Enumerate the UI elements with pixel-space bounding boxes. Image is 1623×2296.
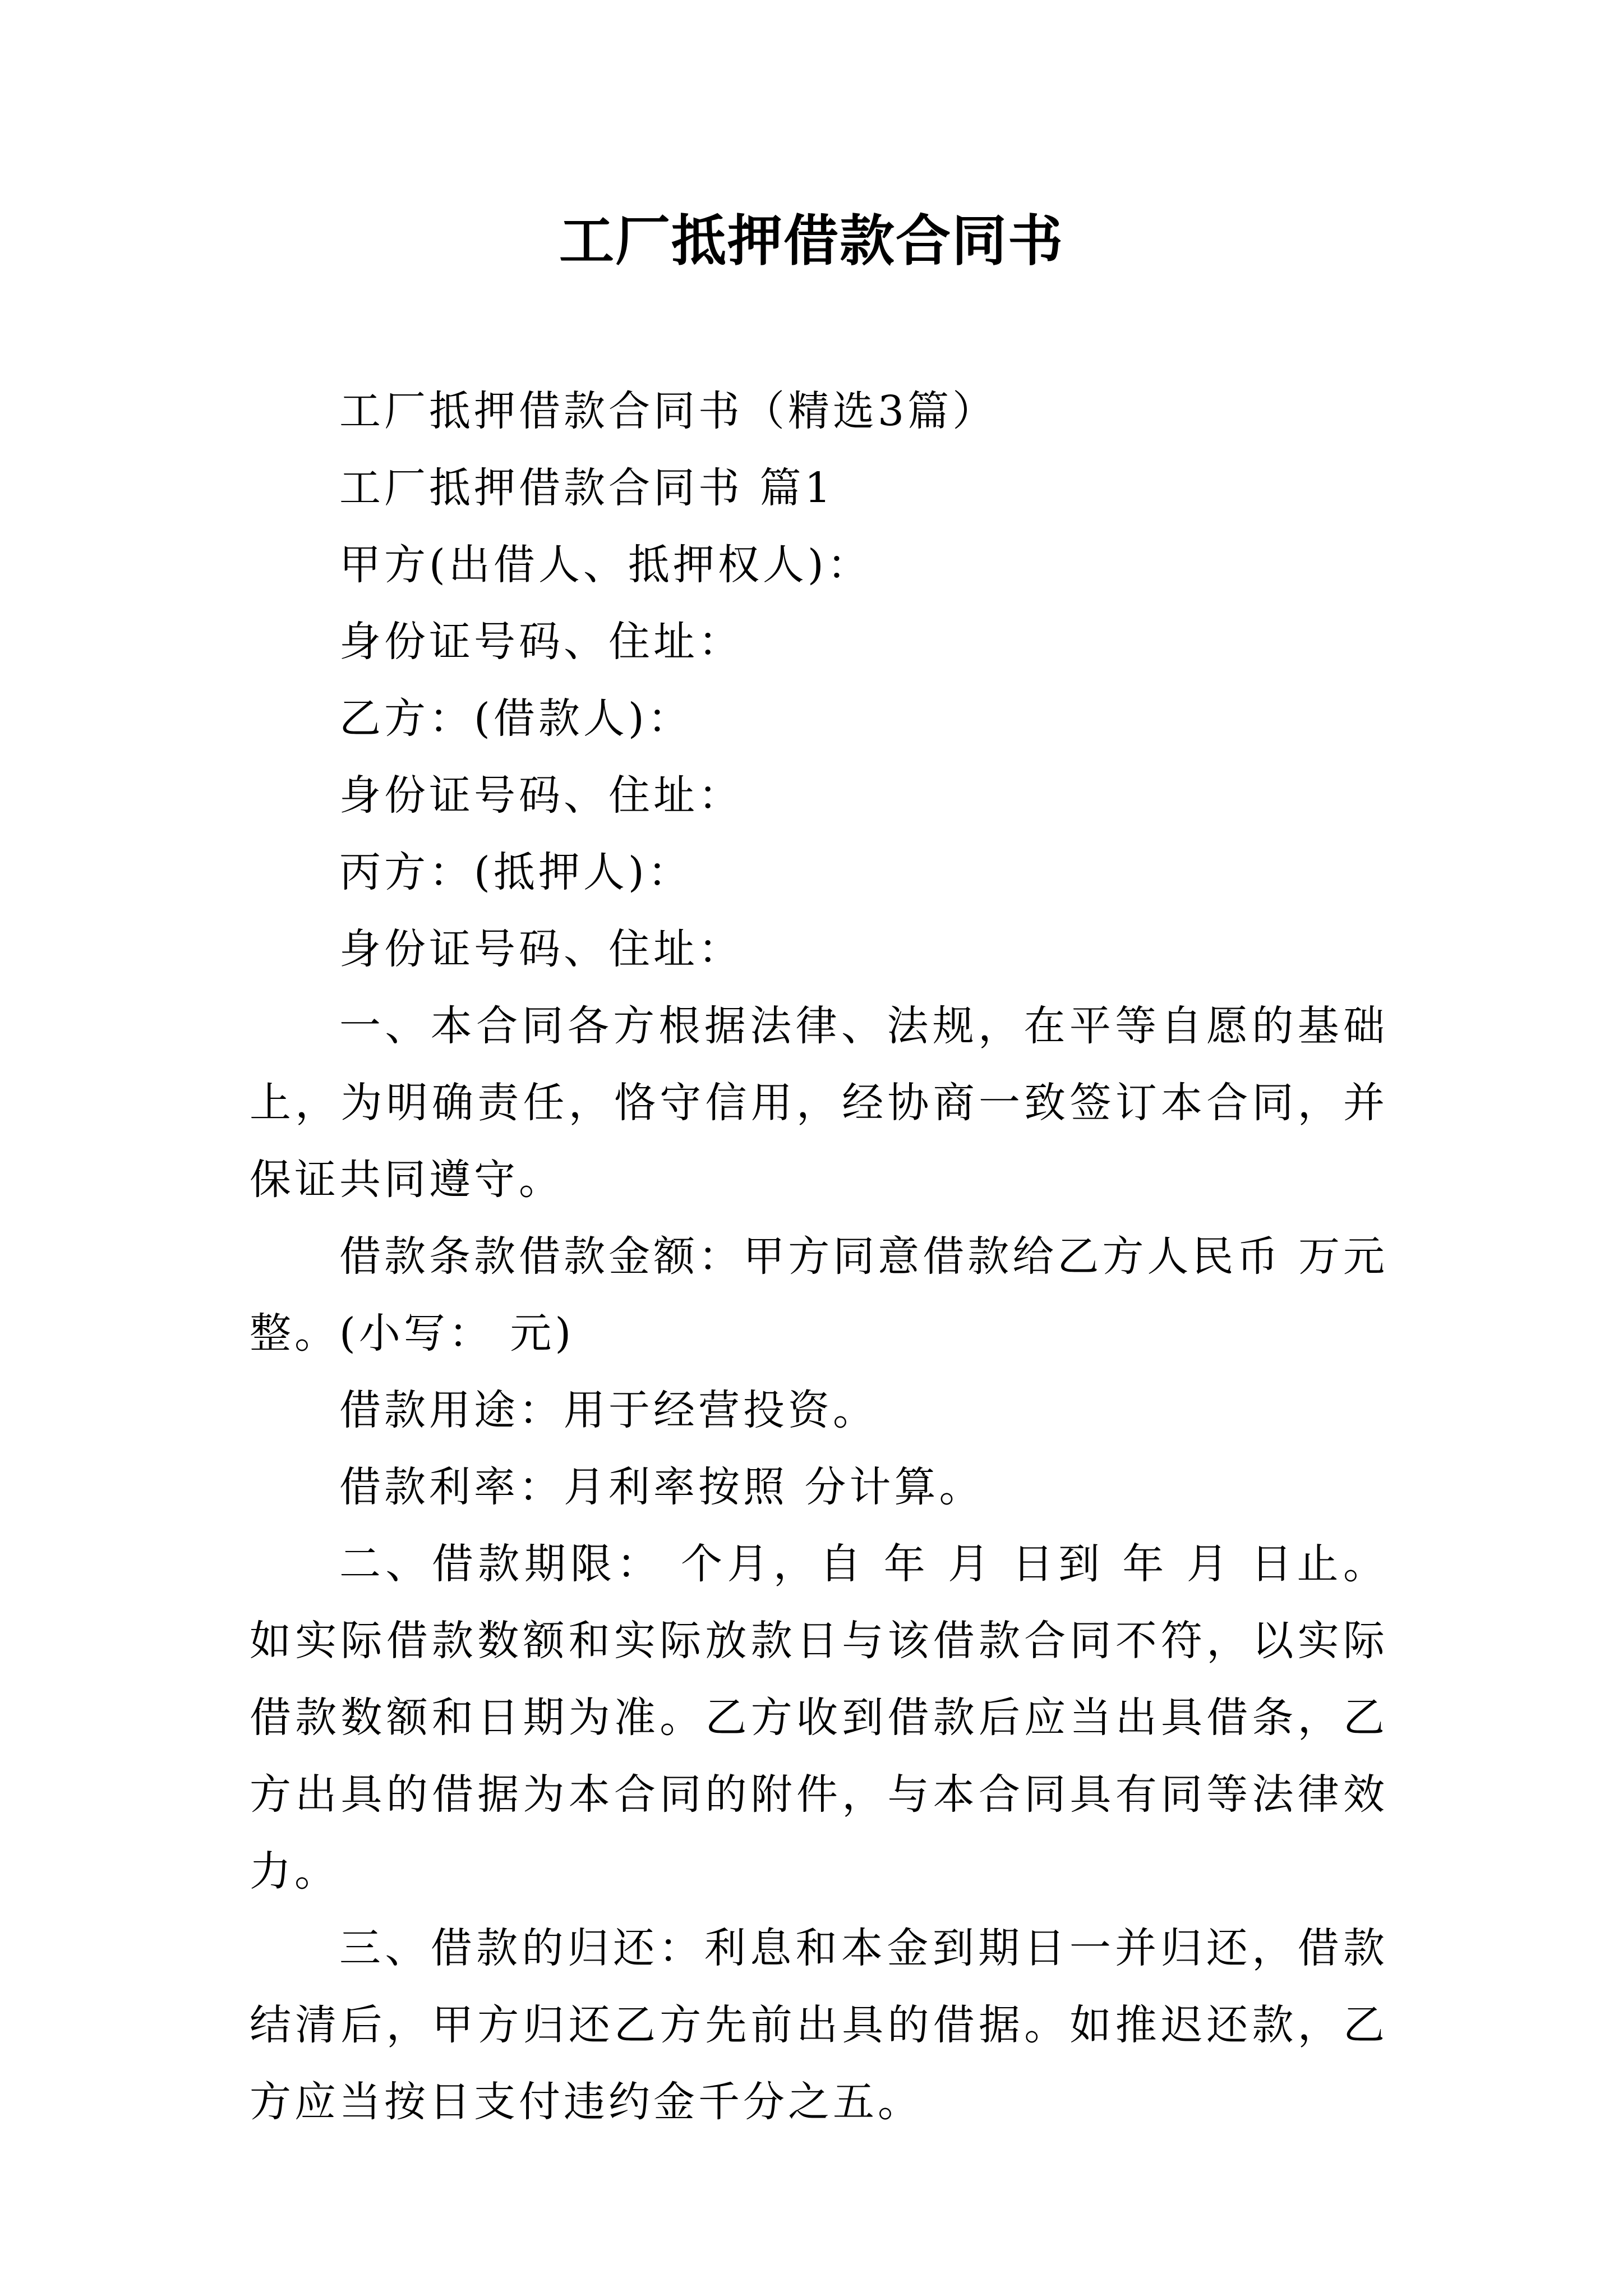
paragraph-clause-1: 一、本合同各方根据法律、法规，在平等自愿的基础上，为明确责任，恪守信用，经协商一致签订本合同，并保证共同遵守。 [250, 1002, 1388, 1204]
paragraph-party-a: 甲方(出借人、抵押权人)： [339, 541, 872, 589]
document-title: 工厂抵押借款合同书 [559, 209, 1064, 273]
paragraph-loan-amount: 借款条款借款金额：甲方同意借款给乙方人民币 万元整。(小写： 元) [250, 1232, 1388, 1358]
paragraph-party-c-id: 身份证号码、住址： [339, 925, 743, 973]
paragraph-loan-rate: 借款利率：月利率按照 分计算。 [339, 1463, 984, 1511]
paragraph-party-b: 乙方：(借款人)： [339, 694, 693, 743]
paragraph-part-heading: 工厂抵押借款合同书 篇1 [339, 464, 834, 512]
paragraph-party-b-id: 身份证号码、住址： [339, 771, 743, 820]
paragraph-party-a-id: 身份证号码、住址： [339, 618, 743, 666]
paragraph-loan-purpose: 借款用途：用于经营投资。 [339, 1386, 878, 1434]
paragraph-clause-2: 二、借款期限： 个月，自 年 月 日到 年 月 日止。如实际借款数额和实际放款日与该借款合同不符，以实际借款数额和日期为准。乙方收到借款后应当出具借条，乙方出具的借据为本合同的附件，与本合同具有同等法律效力。 [250, 1540, 1388, 1895]
document-body [250, 373, 1388, 2141]
paragraph-subtitle: 工厂抵押借款合同书（精选3篇） [339, 387, 998, 435]
paragraph-party-c: 丙方：(抵押人)： [339, 848, 693, 896]
paragraph-clause-3: 三、借款的归还：利息和本金到期日一并归还，借款结清后，甲方归还乙方先前出具的借据。如推迟还款，乙方应当按日支付违约金千分之五。 [250, 1924, 1388, 2126]
